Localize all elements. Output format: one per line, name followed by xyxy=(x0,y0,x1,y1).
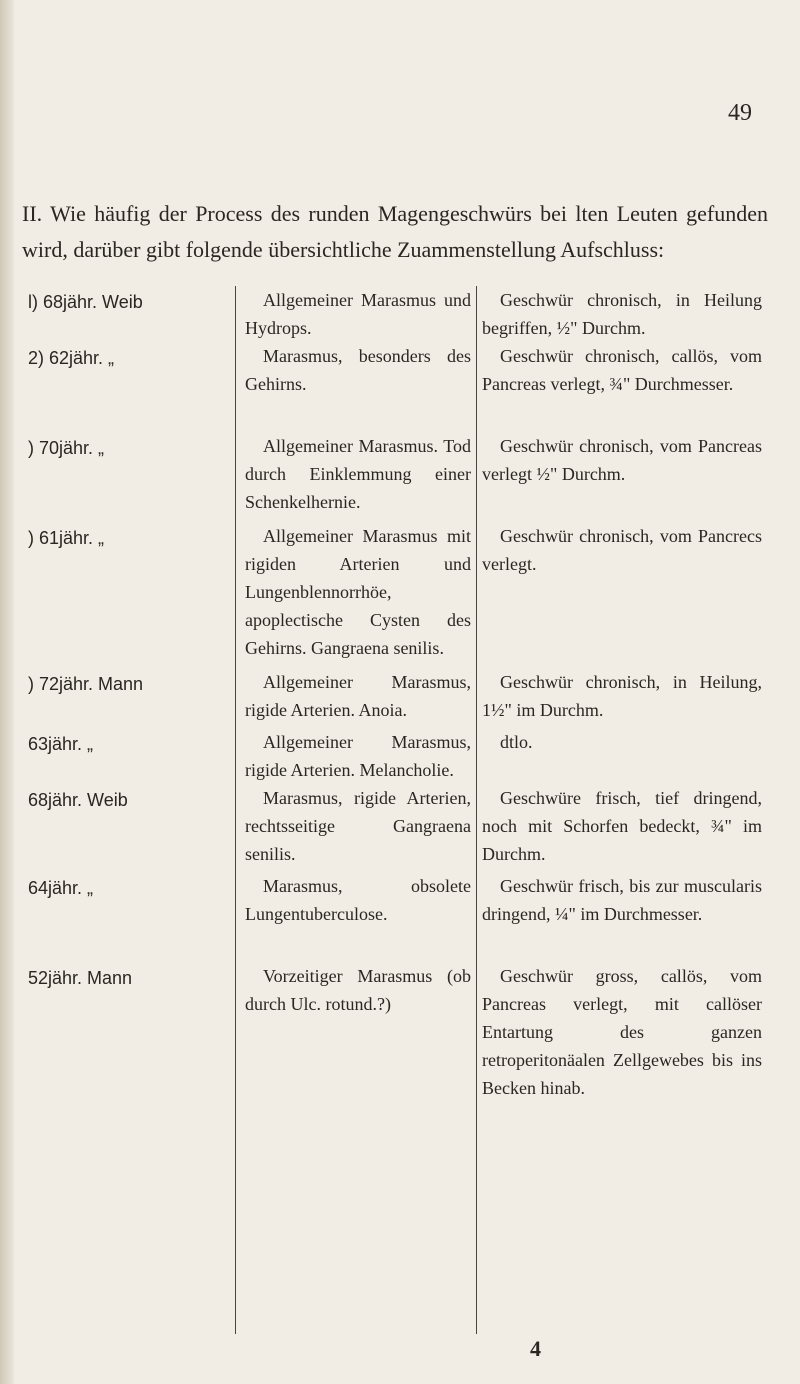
patient-label: l) 68jähr. Weib xyxy=(28,292,143,312)
finding-text: Geschwüre frisch, tief dringend, noch mit Schorfen bedeckt, ¾" im Durchm. xyxy=(482,788,762,864)
patient-label: 63jähr. „ xyxy=(28,734,94,754)
condition-text: Allgemeiner Marasmus und Hydrops. xyxy=(245,290,471,338)
condition-text: Marasmus, besonders des Gehirns. xyxy=(245,346,471,394)
finding-text: Geschwür frisch, bis zur muscularis dringend, ¼" im Durchmesser. xyxy=(482,876,762,924)
finding-text: Geschwür chronisch, callös, vom Pancreas verlegt, ¾" Durchmesser. xyxy=(482,346,762,394)
case-table xyxy=(20,286,780,1334)
patient-label: ) 61jähr. „ xyxy=(28,528,105,548)
patient-label: ) 72jähr. Mann xyxy=(28,674,144,694)
finding-text: Geschwür gross, callös, vom Pancreas verlegt, mit callöser Entartung des ganzen retroperitonäalen Zellgewebes bis ins Becken hinab. xyxy=(482,966,762,1098)
page-binding-edge xyxy=(0,0,14,1384)
signature-mark: 4 xyxy=(530,1336,541,1361)
page-number: 49 xyxy=(728,100,752,126)
finding-text: Geschwür chronisch, vom Pancreas verlegt ½" Durchm. xyxy=(482,436,762,484)
patient-label: 52jähr. Mann xyxy=(28,968,133,988)
condition-text: Marasmus, obsolete Lungentuberculose. xyxy=(245,876,471,924)
patient-label: 2) 62jähr. „ xyxy=(28,348,115,368)
patient-label: 68jähr. Weib xyxy=(28,790,128,810)
finding-text: Geschwür chronisch, in Heilung, 1½" im Durchm. xyxy=(482,672,762,720)
patient-label: ) 70jähr. „ xyxy=(28,438,105,458)
finding-text: Geschwür chronisch, in Heilung begriffen, ½" Durchm. xyxy=(482,290,762,338)
column-rule xyxy=(235,286,236,1334)
condition-text: Marasmus, rigide Arterien, rechtsseitige Gangraena senilis. xyxy=(245,788,471,864)
condition-text: Allgemeiner Marasmus. Tod durch Einklemmung einer Schenkelhernie. xyxy=(245,436,471,512)
patient-label: 64jähr. „ xyxy=(28,878,94,898)
condition-text: Allgemeiner Marasmus, rigide Arterien. Melancholie. xyxy=(245,732,471,780)
intro-paragraph: II. Wie häufig der Process des runden Magengeschwürs bei lten Leuten gefunden wird, darüber gibt folgende übersichtliche Zuammenstellung Aufschluss: xyxy=(22,201,768,262)
condition-text: Allgemeiner Marasmus, rigide Arterien. Anoia. xyxy=(245,672,471,720)
condition-text: Allgemeiner Marasmus mit rigiden Arterien und Lungenblennorrhöe, apoplectische Cysten des Gehirns. Gangraena senilis. xyxy=(245,526,471,658)
column-rule xyxy=(476,286,477,1334)
finding-text: dtlo. xyxy=(500,732,533,752)
condition-text: Vorzeitiger Marasmus (ob durch Ulc. rotund.?) xyxy=(245,966,471,1014)
finding-text: Geschwür chronisch, vom Pancrecs verlegt. xyxy=(482,526,762,574)
